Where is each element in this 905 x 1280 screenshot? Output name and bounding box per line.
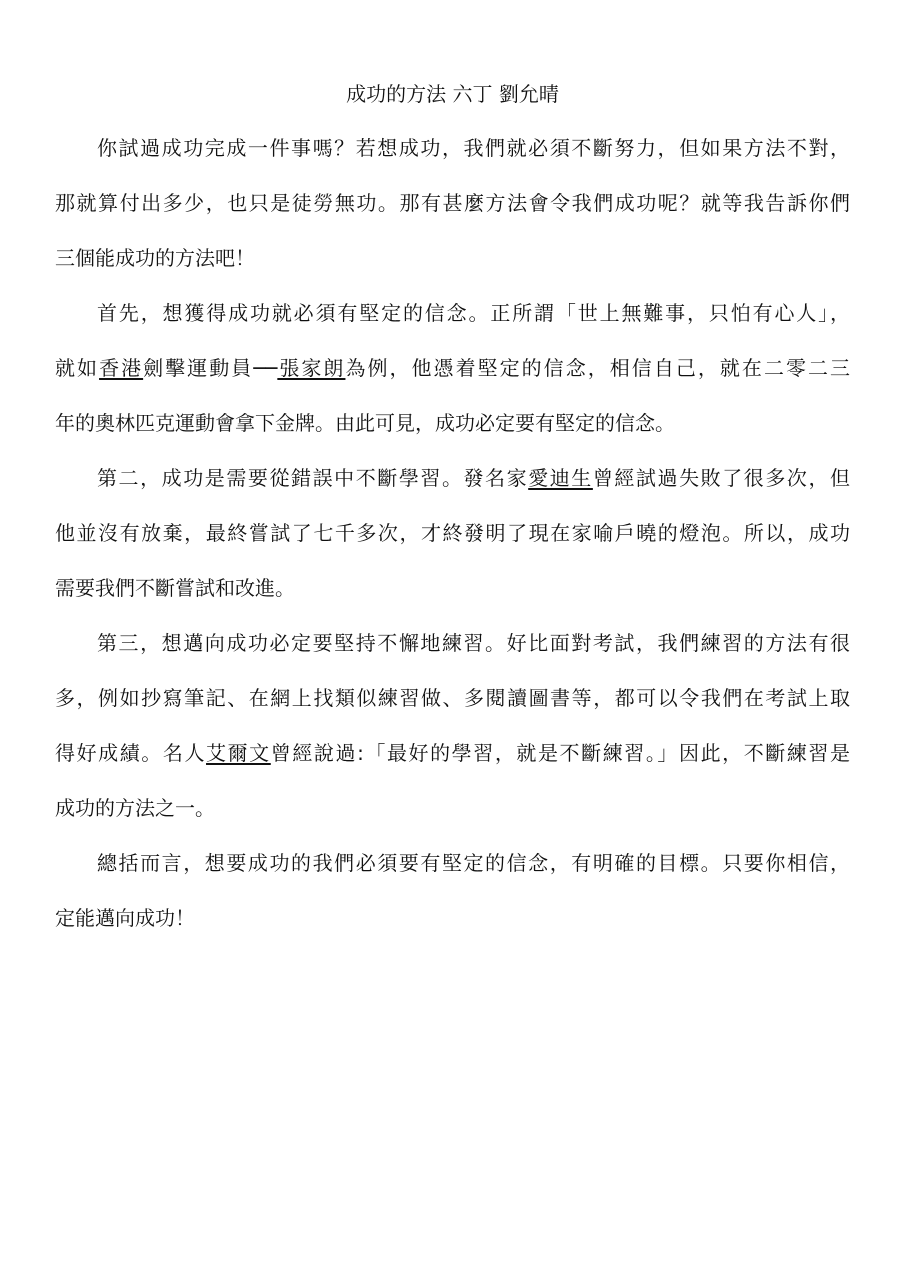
underlined-person-name: 張家朗 [277,356,346,380]
underlined-place-name: 香港 [99,356,144,380]
text-run: 首先，想獲得成功就必須有堅定的信念。正所謂「世上無難事，只怕有心人」， [97,301,850,325]
text-run: 為例，他憑着堅定的信念，相信自己，就在二零二三 [345,356,851,380]
text-run: 那就算付出多少，也只是徒勞無功。那有甚麼方法會令我們成功呢？就等我告訴你們 [55,191,850,215]
paragraph-1-line-1 [97,132,850,164]
text-run: 總括而言，想要成功的我們必須要有堅定的信念，有明確的目標。只要你相信， [97,851,850,875]
paragraph-3-line-2 [55,517,850,549]
text-run: 多，例如抄寫筆記、在網上找類似練習做、多閱讀圖書等，都可以令我們在考試上取 [55,686,850,710]
text-run: 定能邁向成功！ [55,906,195,930]
text-run: 你試過成功完成一件事嗎？若想成功，我們就必須不斷努力，但如果方法不對， [97,136,850,160]
paragraph-1-line-2 [55,187,850,219]
paragraph-2-line-3 [55,407,850,439]
text-run: 需要我們不斷嘗試和改進。 [55,576,295,600]
document-title: 成功的方法 六丁 劉允晴 [346,82,559,106]
text-run: 年的奧林匹克運動會拿下金牌。由此可見，成功必定要有堅定的信念。 [55,411,675,435]
text-run: 第三，想邁向成功必定要堅持不懈地練習。好比面對考試，我們練習的方法有很 [97,631,850,655]
paragraph-5-line-2 [55,902,850,934]
text-run: 劍擊運動員── [143,356,278,380]
text-run: 三個能成功的方法吧！ [55,246,255,270]
paragraph-3-line-1 [97,462,850,494]
paragraph-2-line-2 [55,352,850,384]
paragraph-5-line-1 [97,847,850,879]
paragraph-1-line-3 [55,242,850,274]
text-run: 第二，成功是需要從錯誤中不斷學習。發名家 [97,466,529,490]
paragraph-4-line-1 [97,627,850,659]
paragraph-4-line-4 [55,792,850,824]
text-run: 曾經說過:「最好的學習，就是不斷練習。」因此，不斷練習是 [270,741,851,765]
text-run: 成功的方法之一。 [55,796,215,820]
paragraph-4-line-2 [55,682,850,714]
text-run: 得好成績。名人 [55,741,207,765]
text-run: 他並沒有放棄，最終嘗試了七千多次，才終發明了現在家喻戶曉的燈泡。所以，成功 [55,521,850,545]
text-run: 曾經試過失敗了很多次，但 [592,466,851,490]
paragraph-2-line-1 [97,297,850,329]
underlined-person-name: 愛迪生 [528,466,593,490]
text-run: 就如 [55,356,100,380]
paragraph-3-line-3 [55,572,850,604]
paragraph-4-line-3 [55,737,850,769]
underlined-person-name: 艾爾文 [206,741,271,765]
